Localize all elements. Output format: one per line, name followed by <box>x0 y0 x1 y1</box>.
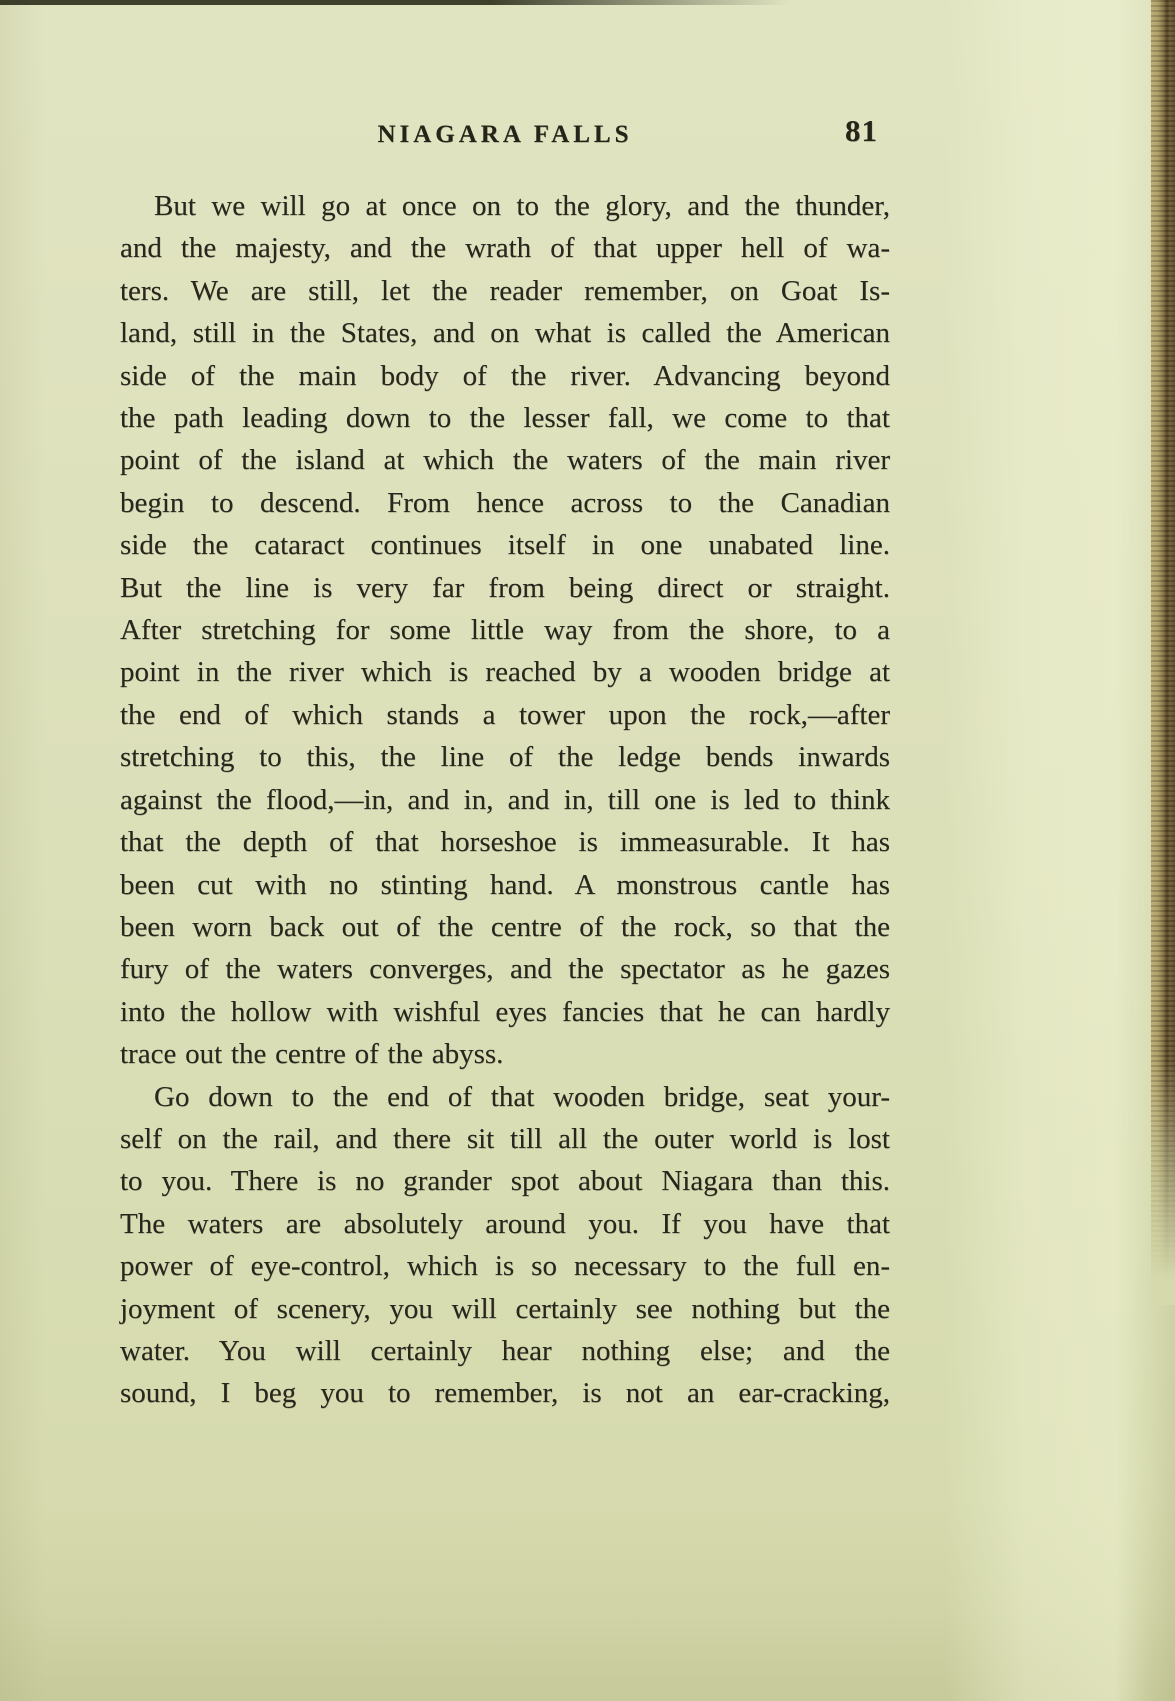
text-line: been cut with no stinting hand. A monstrous cantle has <box>120 868 890 901</box>
text-line: the path leading down to the lesser fall, we come to that <box>120 402 890 435</box>
text-line: side the cataract continues itself in one unabated line. <box>120 529 890 562</box>
text-line: But we will go at once on to the glory, and the thunder, <box>154 190 890 222</box>
body-text <box>120 185 890 1415</box>
text-line: After stretching for some little way from the shore, to a <box>120 614 890 647</box>
paragraph <box>120 185 890 1076</box>
text-line: water. You will certainly hear nothing else; and the <box>120 1334 890 1367</box>
text-line: begin to descend. From hence across to the Canadian <box>120 486 890 519</box>
text-line: trace out the centre of the abyss. <box>120 1038 504 1071</box>
running-title: NIAGARA FALLS <box>377 121 633 148</box>
text-line: ters. We are still, let the reader remember, on Goat Is- <box>120 274 890 307</box>
text-line: into the hollow with wishful eyes fancies that he can hardly <box>120 995 890 1028</box>
text-line: side of the main body of the river. Advancing beyond <box>120 359 890 392</box>
text-line: against the flood,—in, and in, and in, till one is led to think <box>120 783 890 816</box>
book-page-edges-fade <box>1151 1060 1175 1305</box>
text-line: fury of the waters converges, and the spectator as he gazes <box>120 953 890 986</box>
text-line: land, still in the States, and on what is called the American <box>120 317 890 350</box>
page-header <box>120 113 890 161</box>
text-line: stretching to this, the line of the ledge bends inwards <box>120 741 890 774</box>
text-line: the end of which stands a tower upon the rock,—after <box>120 698 890 731</box>
text-line: that the depth of that horseshoe is immeasurable. It has <box>120 826 890 859</box>
text-line: point of the island at which the waters of the main river <box>120 444 890 477</box>
text-line: joyment of scenery, you will certainly see nothing but the <box>120 1292 890 1325</box>
text-line: The waters are absolutely around you. If you have that <box>120 1207 890 1240</box>
text-line: point in the river which is reached by a wooden bridge at <box>120 656 890 689</box>
text-line: been worn back out of the centre of the rock, so that the <box>120 910 890 943</box>
text-line: self on the rail, and there sit till all the outer world is lost <box>120 1122 890 1155</box>
text-line: Go down to the end of that wooden bridge, seat your- <box>154 1080 890 1113</box>
text-line: and the majesty, and the wrath of that upper hell of wa- <box>120 232 890 265</box>
text-column <box>120 0 890 1415</box>
page-number: 81 <box>845 113 878 148</box>
text-line: power of eye-control, which is so necessary to the full en- <box>120 1250 890 1283</box>
text-line: to you. There is no grander spot about Niagara than this. <box>120 1165 890 1198</box>
text-line: But the line is very far from being direct or straight. <box>120 571 890 604</box>
paragraph <box>120 1076 890 1415</box>
text-line: sound, I beg you to remember, is not an ear-cracking, <box>120 1377 890 1410</box>
